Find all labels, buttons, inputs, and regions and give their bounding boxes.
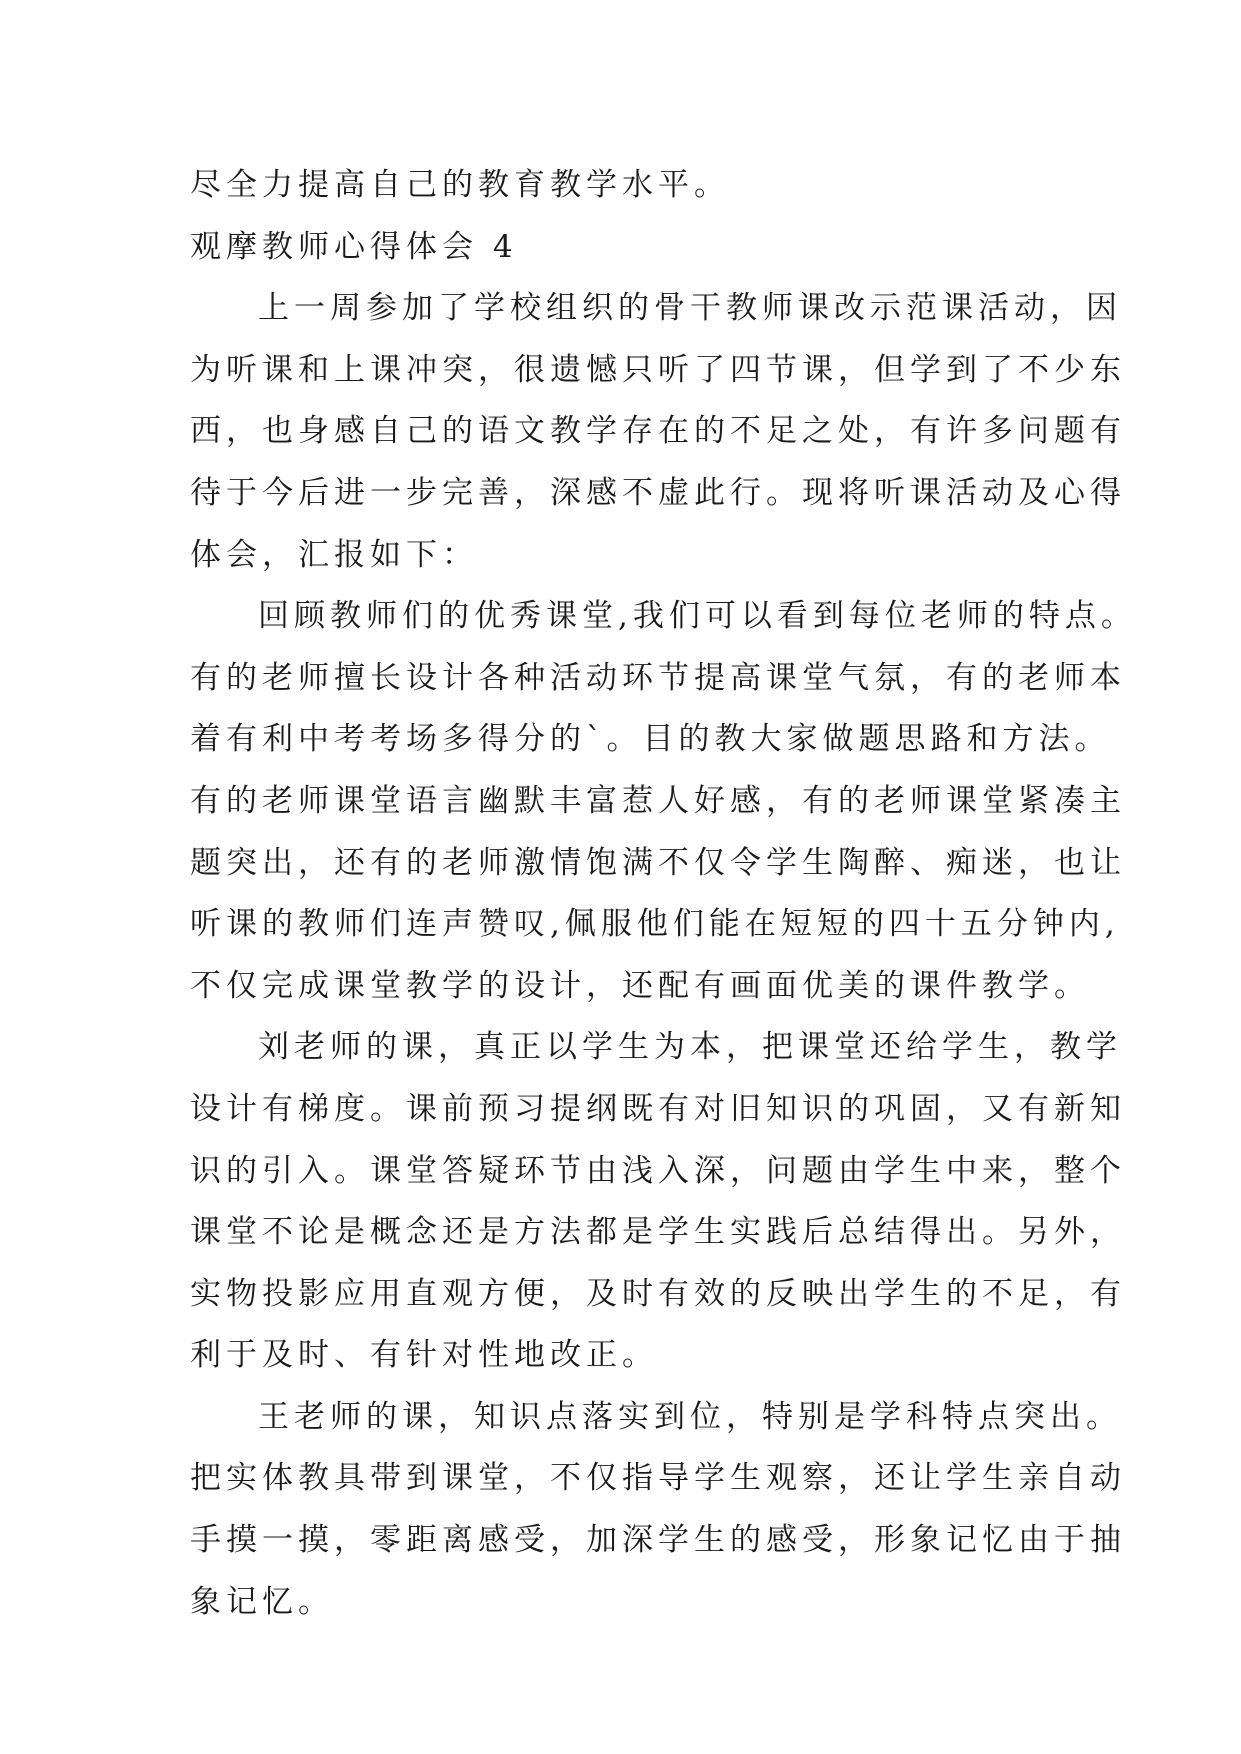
text-line: 把实体教具带到课堂，不仅指导学生观察，还让学生亲自动	[190, 1460, 1126, 1497]
text-line: 体会，汇报如下：	[190, 536, 478, 573]
text-line: 利于及时、有针对性地改正。	[190, 1337, 658, 1374]
text-line: 待于今后进一步完善，深感不虚此行。现将听课活动及心得	[190, 474, 1126, 511]
text-line: 尽全力提高自己的教育教学水平。	[190, 167, 730, 203]
text-line: 回顾教师们的优秀课堂,我们可以看到每位老师的特点。	[258, 598, 1137, 635]
text-line: 课堂不论是概念还是方法都是学生实践后总结得出。另外，	[190, 1214, 1126, 1251]
text-line: 听课的教师们连声赞叹,佩服他们能在短短的四十五分钟内,	[190, 906, 1120, 943]
text-line: 有的老师课堂语言幽默丰富惹人好感，有的老师课堂紧凑主	[190, 782, 1126, 819]
document-body	[190, 155, 1137, 1633]
text-line: 不仅完成课堂教学的设计，还配有画面优美的课件教学。	[190, 967, 1090, 1004]
text-line: 着有利中考考场多得分的`。目的教大家做题思路和方法。	[190, 721, 1111, 758]
text-line: 西，也身感自己的语文教学存在的不足之处，有许多问题有	[190, 413, 1126, 450]
text-line: 象记忆。	[190, 1583, 334, 1620]
text-line: 有的老师擅长设计各种活动环节提高课堂气氛，有的老师本	[190, 659, 1126, 696]
text-line: 手摸一摸，零距离感受，加深学生的感受，形象记忆由于抽	[190, 1522, 1126, 1559]
text-line: 设计有梯度。课前预习提纲既有对旧知识的巩固，又有新知	[190, 1090, 1126, 1127]
text-line: 刘老师的课，真正以学生为本，把课堂还给学生，教学	[258, 1029, 1122, 1066]
section-heading: 观摩教师心得体会 4	[190, 228, 518, 265]
text-line: 为听课和上课冲突，很遗憾只听了四节课，但学到了不少东	[190, 351, 1126, 388]
text-line: 上一周参加了学校组织的骨干教师课改示范课活动，因	[258, 290, 1122, 327]
text-line: 实物投影应用直观方便，及时有效的反映出学生的不足，有	[190, 1275, 1126, 1312]
text-line: 识的引入。课堂答疑环节由浅入深，问题由学生中来，整个	[190, 1152, 1126, 1189]
text-line: 题突出，还有的老师激情饱满不仅令学生陶醉、痴迷，也让	[190, 844, 1126, 881]
text-line: 王老师的课，知识点落实到位，特别是学科特点突出。	[258, 1398, 1122, 1435]
